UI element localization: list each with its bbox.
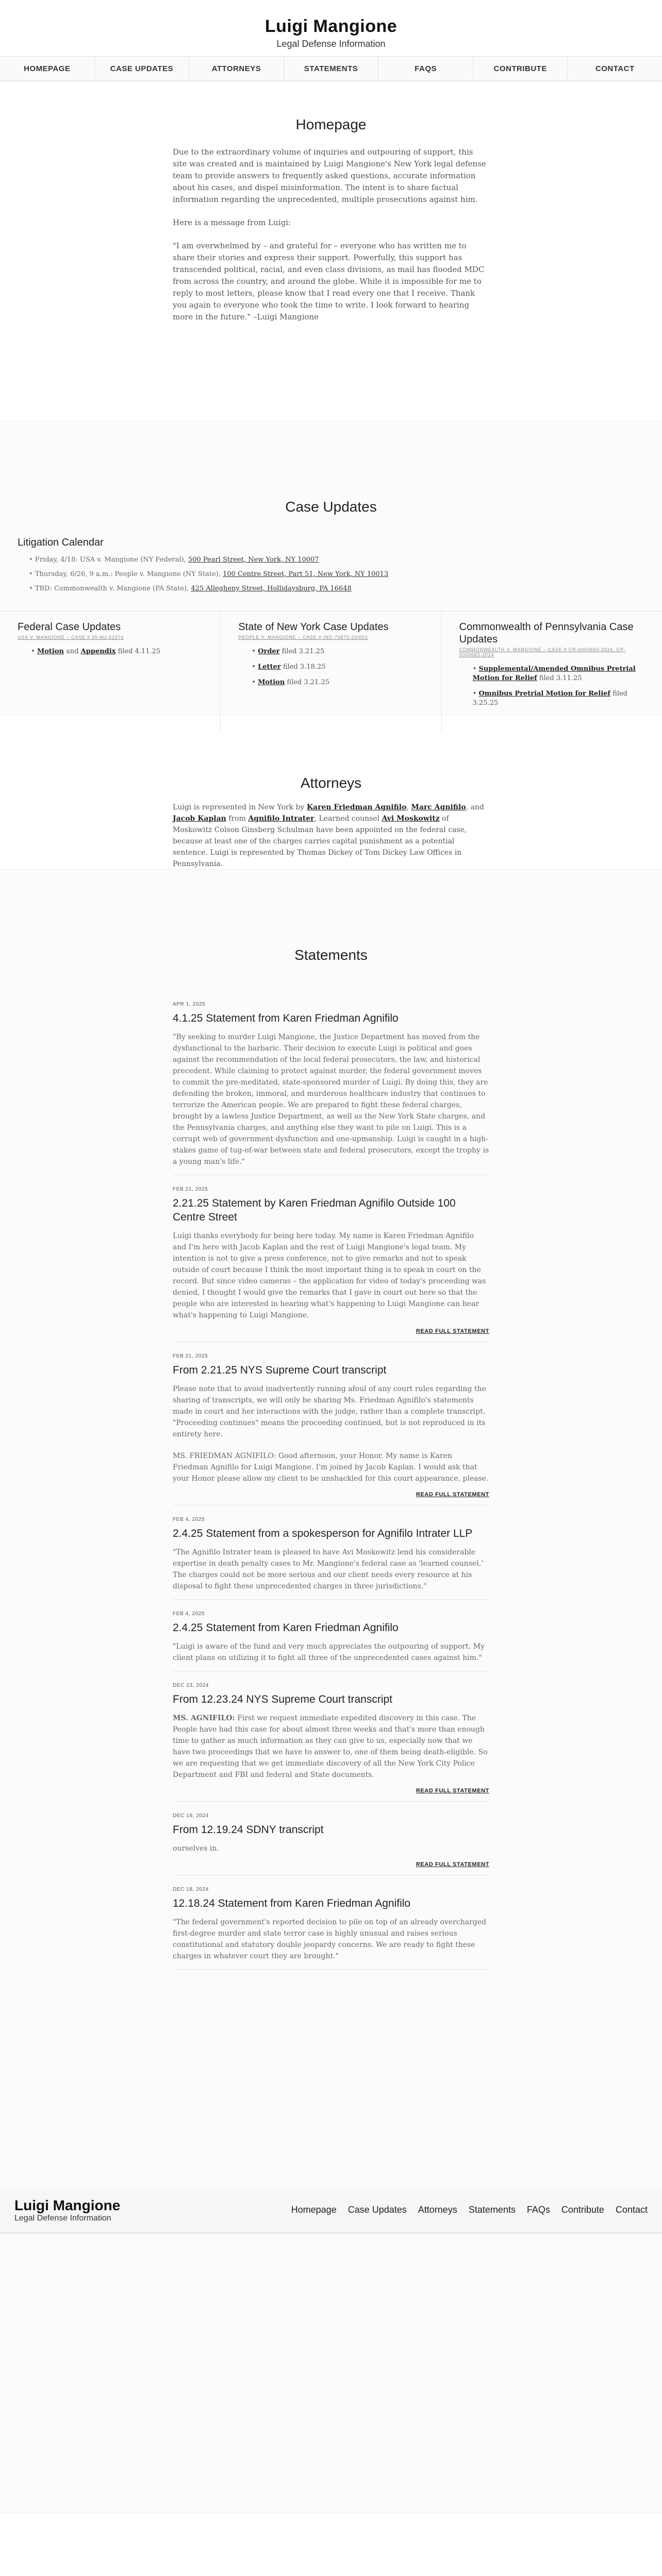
statements-title: Statements <box>294 947 368 963</box>
calendar-item: • TBD: Commonwealth v. Mangione (PA State), 425 Allegheny Street, Hollidaysburg, PA 16648 <box>29 585 662 592</box>
nav-case-updates[interactable]: CASE UPDATES <box>95 57 190 81</box>
statement-item <box>173 1875 489 1970</box>
filing-link[interactable]: Letter <box>258 663 281 671</box>
statement-item <box>173 1175 489 1342</box>
calendar-address-link[interactable]: 425 Allegheny Street, Hollidaysburg, PA 16648 <box>191 585 352 592</box>
statement-body: Please note that to avoid inadvertently running afoul of any court rules regarding the sharing of transcripts, we will only be sharing Ms. Friedman Agnifilo's statements made in court and her interactions with the judge, rather than a complete transcript. "Proceeding continues" means the proceeding continued, but is not reproduced in its entirety here. <box>173 1385 486 1438</box>
read-full-statement-link[interactable]: READ FULL STATEMENT <box>416 1788 489 1794</box>
case-filing-item: • Motion filed 3.21.25 <box>252 678 423 687</box>
sticky-nav-homepage[interactable]: Homepage <box>291 2205 337 2215</box>
statement-date: DEC 23, 2024 <box>173 1683 209 1688</box>
pa-case-title: Commonwealth of Pennsylvania Case Updates <box>459 621 634 645</box>
statement-title[interactable]: 2.4.25 Statement from a spokesperson for Agnifilo Intrater LLP <box>173 1528 473 1539</box>
homepage-intro: Due to the extraordinary volume of inquiries and outpouring of support, this site was created and is maintained by Luigi Mangione's New York legal defense team to provide answers to frequently asked questions, accurate information about his cases, and dispel misinformation. The intent is to share factual information regarding the unprecedented, multiple prosecutions against him. <box>173 147 486 204</box>
calendar-address-link[interactable]: 500 Pearl Street, New York, NY 10007 <box>188 556 319 564</box>
statement-item <box>173 1600 489 1671</box>
statement-title[interactable]: 4.1.25 Statement from Karen Friedman Agnifilo <box>173 1012 399 1024</box>
site-header <box>0 0 662 57</box>
sticky-nav-faqs[interactable]: FAQs <box>526 2205 550 2215</box>
calendar-item: • Thursday, 6/26, 9 a.m.: People v. Mangione (NY State), 100 Centre Street, Part 51, New York, NY 10013 <box>29 570 662 578</box>
filing-link[interactable]: Motion <box>37 648 64 655</box>
case-updates-title: Case Updates <box>285 499 377 515</box>
site-subtitle: Legal Defense Information <box>276 39 386 49</box>
case-filing-item: • Letter filed 3.18.25 <box>252 663 423 672</box>
statement-body: ourselves in. <box>173 1844 219 1853</box>
homepage-section <box>0 81 662 421</box>
homepage-title: Homepage <box>295 116 367 132</box>
nav-attorneys[interactable]: ATTORNEYS <box>189 57 284 81</box>
attorneys-text: Luigi is represented in New York by Karen Friedman Agnifilo, Marc Agnifilo, and Jacob Kaplan from Agnifilo Intrater, Learned counsel Avi Moskowitz of Moskowitz Colson Ginsberg Schulman have been appointed on the federal case, because at least one of the charges carries capital punishment as a potential sentence. Luigi is represented by Thomas Dickey of Tom Dickey Law Offices in Pennsylvania. <box>173 803 484 868</box>
statement-body: "By seeking to murder Luigi Mangione, the Justice Department has moved from the dysfunctional to the barbaric. Their decision to execute Luigi is political and goes against the recommendation of the local federal prosecutors, the law, and historical precedent. While claiming to protect against murder, the federal government moves to commit the pre-meditated, state-sponsored murder of Luigi. By doing this, they are defending the broken, immoral, and murderous healthcare industry that continues to terrorize the American people. We are prepared to fight these federal charges, brought by a lawless Justice Department, as well as the New York State charges, and the Pennsylvania charges, and anything else they want to pile on Luigi. This is a corrupt web of government dysfunction and one-upmanship. Luigi is caught in a high-stakes game of tug-of-war between state and federal prosecutors, except the trophy is a young man's life." <box>173 1033 489 1166</box>
attorney-link[interactable]: Karen Friedman Agnifilo <box>306 803 407 811</box>
filing-link[interactable]: Motion <box>258 679 285 686</box>
read-full-statement-link[interactable]: READ FULL STATEMENT <box>416 1328 489 1334</box>
statement-date: DEC 19, 2024 <box>173 1813 209 1819</box>
nav-contact[interactable]: CONTACT <box>595 64 635 73</box>
attorneys-section <box>0 715 662 870</box>
litigation-calendar-title: Litigation Calendar <box>18 537 104 548</box>
state-case-title: State of New York Case Updates <box>238 621 389 633</box>
nav-contribute[interactable]: CONTRIBUTE <box>473 57 568 81</box>
sticky-nav-statements[interactable]: Statements <box>468 2205 516 2215</box>
statement-body: "Luigi is aware of the fund and very much appreciates the outpouring of support. My client plans on utilizing it to fight all three of the unprecedented cases against him." <box>173 1642 485 1662</box>
statement-item <box>173 990 489 1175</box>
sticky-site-title: Luigi Mangione <box>14 2197 121 2213</box>
filing-link[interactable]: Appendix <box>80 648 116 655</box>
statement-body: Luigi thanks everybody for being here today. My name is Karen Friedman Agnifilo and I'm here with Jacob Kaplan and the rest of Luigi Mangione's legal team. My intention is not to give a press conference, not to give remarks and not to speak outside of court because I think the most important thing is to speak in court on the record. But since video cameras – the application for video of today's proceeding was denied, I thought I would give the remarks that I gave in court out here so that the people who are interested in hearing what's happening to Luigi Mangione can hear what's happening to Luigi Mangione. <box>173 1232 486 1319</box>
statement-title[interactable]: From 12.19.24 SDNY transcript <box>173 1824 324 1836</box>
statement-title[interactable]: 12.18.24 Statement from Karen Friedman Agnifilo <box>173 1897 411 1909</box>
faqs-section <box>0 2513 662 2576</box>
sticky-nav-contact[interactable]: Contact <box>615 2205 648 2215</box>
firm-link[interactable]: Agnifilo Intrater <box>248 815 315 823</box>
sticky-site-subtitle: Legal Defense Information <box>14 2213 111 2223</box>
statement-title[interactable]: 2.4.25 Statement from Karen Friedman Agnifilo <box>173 1622 399 1634</box>
statement-body: MS. AGNIFILO: First we request immediate expedited discovery in this case. The People have had this case for about almost three weeks and that's more than enough time to gather as much information as they can give to us, especially now that we have two proceedings that we have to answer to, one of them being death-eligible. So we are requesting that we get immediate discovery of all the New York City Police Department and FBI and federal and State documents. <box>173 1714 488 1779</box>
filing-link[interactable]: Omnibus Pretrial Motion for Relief <box>478 690 611 698</box>
attorney-link[interactable]: Jacob Kaplan <box>173 815 226 823</box>
sticky-nav-contribute[interactable]: Contribute <box>561 2205 604 2215</box>
calendar-item: • Friday, 4/18: USA v. Mangione (NY Federal), 500 Pearl Street, New York, NY 10007 <box>29 556 662 564</box>
statement-item <box>173 1342 489 1505</box>
statement-body: MS. FRIEDMAN AGNIFILO: Good afternoon, your Honor. My name is Karen Friedman Agnifilo for Luigi Mangione. I'm joined by Jacob Kaplan. I would ask that your Honor please allow my client to be unshackled for this court appearance, please. <box>173 1452 489 1483</box>
federal-case-title: Federal Case Updates <box>18 621 121 633</box>
statement-item <box>173 1505 489 1600</box>
statement-date: FEB 21, 2025 <box>173 1353 208 1359</box>
case-filing-item: • Supplemental/Amended Omnibus Pretrial Motion for Relief filed 3.11.25 <box>473 665 644 683</box>
sticky-nav-attorneys[interactable]: Attorneys <box>418 2205 457 2215</box>
statement-date: FEB 4, 2025 <box>173 1611 205 1617</box>
federal-case-number[interactable]: USA V. MANGIONE – CASE # 25-MJ-02374 <box>18 635 124 640</box>
homepage-message: "I am overwhelmed by – and grateful for – everyone who has written me to share their stories and express their support. Powerfully, this support has transcended political, racial, and even class divisions, as mail has flooded MDC from across the country, and around the globe. While it is impossible for me to reply to most letters, please know that I read every one that I receive. Thank you again to everyone who took the time to write. I look forward to hearing more in the future." –Luigi Mangione <box>173 241 485 321</box>
pa-case-column <box>442 612 662 731</box>
sticky-nav-case-updates[interactable]: Case Updates <box>347 2205 407 2215</box>
statement-item <box>173 1802 489 1875</box>
attorney-link[interactable]: Marc Agnifilo <box>411 803 466 811</box>
filing-link[interactable]: Supplemental/Amended Omnibus Pretrial Motion for Relief <box>472 665 636 682</box>
litigation-calendar <box>0 537 662 592</box>
attorney-link[interactable]: Avi Moskowitz <box>382 815 440 823</box>
pa-case-number[interactable]: COMMONWEALTH V. MANGIONE – CASE # CR-0000683-2024, CP-0000683-2024 <box>459 647 626 657</box>
main-nav <box>0 57 662 81</box>
nav-homepage[interactable]: HOMEPAGE <box>0 57 95 81</box>
statement-date: APR 1, 2025 <box>173 1002 206 1007</box>
statement-title[interactable]: 2.21.25 Statement by Karen Friedman Agnifilo Outside 100 Centre Street <box>173 1197 456 1223</box>
federal-case-column <box>0 612 221 731</box>
statement-date: FEB 21, 2025 <box>173 1187 208 1192</box>
state-case-column <box>221 612 441 731</box>
statement-item <box>173 1671 489 1802</box>
case-filing-item: • Motion and Appendix filed 4.11.25 <box>31 647 203 656</box>
statements-section <box>0 870 662 2513</box>
calendar-address-link[interactable]: 100 Centre Street, Part 51, New York, NY 10013 <box>223 570 389 578</box>
read-full-statement-link[interactable]: READ FULL STATEMENT <box>416 1861 489 1868</box>
sticky-header <box>0 2188 662 2233</box>
statement-title[interactable]: From 2.21.25 NYS Supreme Court transcript <box>173 1364 387 1376</box>
statement-date: FEB 4, 2025 <box>173 1517 205 1522</box>
case-filing-item: • Order filed 3.21.25 <box>252 647 423 656</box>
case-updates-section <box>0 421 662 715</box>
nav-statements[interactable]: STATEMENTS <box>284 57 379 81</box>
statement-body: "The Agnifilo Intrater team is pleased to have Avi Moskowitz lend his considerable expertise in death penalty cases to Mr. Mangione's federal case as 'learned counsel.' The charges could not be more serious and our client needs every resource at his disposal to fight these unprecedented charges in three jurisdictions." <box>173 1548 484 1590</box>
statement-body: "The federal government's reported decision to pile on top of an already overcharged first-degree murder and state terror case is highly unusual and raises serious constitutional and statutory double jeopardy concerns. We are ready to fight these charges in whatever court they are brought." <box>173 1918 486 1960</box>
statement-title[interactable]: From 12.23.24 NYS Supreme Court transcript <box>173 1693 393 1705</box>
homepage-message-intro: Here is a message from Luigi: <box>173 218 291 227</box>
statement-date: DEC 18, 2024 <box>173 1887 209 1892</box>
statement-list <box>173 990 489 1970</box>
state-case-number[interactable]: PEOPLE V. MANGIONE – CASE # IND-75875-24/001 <box>238 635 368 640</box>
sticky-nav <box>291 2205 648 2215</box>
nav-faqs[interactable]: FAQS <box>378 57 473 81</box>
site-title: Luigi Mangione <box>264 16 398 36</box>
attorneys-title: Attorneys <box>300 775 362 791</box>
filing-link[interactable]: Order <box>258 648 280 655</box>
case-filing-item: • Omnibus Pretrial Motion for Relief filed 3.25.25 <box>473 689 644 708</box>
read-full-statement-link[interactable]: READ FULL STATEMENT <box>416 1492 489 1498</box>
